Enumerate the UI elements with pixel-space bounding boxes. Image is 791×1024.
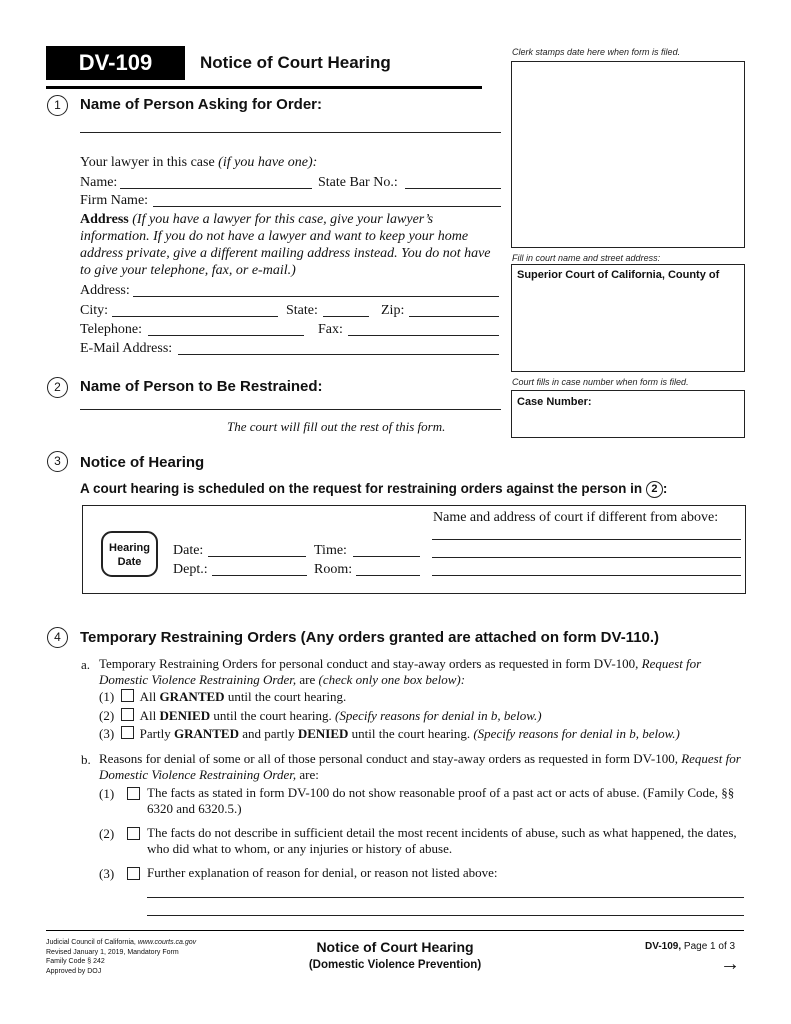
court-address-line-3[interactable] [432,575,741,576]
city-label: City: [80,303,109,318]
address-instructions-text: (If you have a lawyer for this case, give your lawyer’s information. If you do not have a lawyer and want to keep your home address private, give a different mailing address instead. You do not have to give your telephone, fax, or e-mail.) [80,212,491,278]
item-a1-bold: GRANTED [159,689,225,704]
item-a-text-italic: Request for Domestic Violence Restraining Order, [99,656,702,687]
hearing-badge-line1: Hearing [109,542,150,554]
header-rule [46,86,482,89]
zip-label: Zip: [381,303,405,318]
hearing-dept-label: Dept.: [173,562,208,577]
item-a2-pre: All [139,708,160,723]
state-bar-label: State Bar No.: [318,175,398,190]
item-b1-text: The facts as stated in form DV-100 do not show reasonable proof of a past act or acts of abuse. (Family Code, §§ 6320 and 6320.5.) [147,785,735,816]
court-address-label: Name and address of court if different from above: [433,510,719,525]
firm-name-field[interactable] [153,206,501,207]
firm-name-label: Firm Name: [80,193,149,208]
footer-credits [46,938,196,976]
item-a3-post: until the court hearing. [348,726,474,741]
lawyer-intro [80,154,317,171]
item-a2 [99,708,542,724]
item-b-text-italic: Request for Domestic Violence Restraining Order, [99,751,741,782]
hearing-badge-line2: Date [117,556,142,568]
section-1-number: 1 [47,95,68,116]
court-name-label: Superior Court of California, County of [517,269,720,281]
item-b3-num: (3) [99,866,115,881]
subtitle-colon: : [662,481,668,496]
address-instructions [80,211,504,279]
section-4-title: Temporary Restraining Orders (Any orders granted are attached on form DV-110.) [80,629,660,646]
hearing-dept-field[interactable] [212,575,307,576]
court-name-box[interactable] [511,264,745,372]
item-a1-pre: All [139,689,160,704]
court-name-note: Fill in court name and street address: [512,253,661,263]
section-2-title: Name of Person to Be Restrained: [80,378,323,395]
address-label: Address: [80,283,130,298]
hearing-date-field[interactable] [208,556,306,557]
footer-rule [46,930,744,931]
court-address-line-1[interactable] [432,539,741,540]
item-b3-checkbox[interactable] [127,867,140,880]
item-a3-checkbox[interactable] [121,726,134,739]
hearing-time-field[interactable] [353,556,420,557]
state-field[interactable] [323,316,369,317]
footer-page: Page 1 of 3 [681,941,736,952]
court-fill-note: The court will fill out the rest of this form. [227,419,446,434]
footer-page-ref [645,941,735,952]
item-a3-mid: and partly [239,726,298,741]
address-bold-label: Address [80,212,129,227]
item-b2-text: The facts do not describe in sufficient detail the most recent incidents of abuse, such as what happened, the dates, who did what to whom, or any injuries or history of abuse. [147,825,737,856]
item-b-text-pre: Reasons for denial of some or all of those personal conduct and stay-away orders as requested in form DV-100, [99,751,682,766]
hearing-room-field[interactable] [356,575,420,576]
zip-field[interactable] [409,316,499,317]
restrained-name-field[interactable] [80,409,501,410]
fax-label: Fax: [318,322,343,337]
section-4-number: 4 [47,627,68,648]
email-label: E-Mail Address: [80,341,173,356]
city-field[interactable] [112,316,278,317]
lawyer-name-label: Name: [80,175,118,190]
subtitle-ref-circle: 2 [646,481,663,498]
clerk-stamp-box [511,61,745,248]
next-page-arrow-icon[interactable]: → [720,953,740,975]
item-a-text-italic2: (check only one box below): [318,672,466,687]
item-a2-bold: DENIED [159,708,211,723]
item-a-letter: a. [81,657,91,672]
section-3-number: 3 [47,451,68,472]
lawyer-intro-italic: (if you have one): [218,155,318,170]
form-title: Notice of Court Hearing [200,53,391,72]
item-a3 [99,726,680,742]
hearing-date-badge [101,531,158,577]
denial-explanation-line-1[interactable] [147,897,744,898]
footer-revised: Revised January 1, 2019, Mandatory Form [46,948,179,956]
footer-subtitle: (Domestic Violence Prevention) [308,959,482,971]
footer-council-url: www.courts.ca.gov [137,939,197,946]
address-field[interactable] [133,296,499,297]
section-1-title: Name of Person Asking for Order: [80,96,322,113]
court-address-line-2[interactable] [432,557,741,558]
item-a2-checkbox[interactable] [121,708,134,721]
item-a2-italic: (Specify reasons for denial in b, below.) [335,708,542,723]
item-b3-text: Further explanation of reason for denial, or reason not listed above: [147,865,498,880]
email-field[interactable] [178,354,499,355]
section-3-subtitle [80,481,667,498]
item-b1-checkbox[interactable] [127,787,140,800]
subtitle-text: A court hearing is scheduled on the request for restraining orders against the person in [80,481,643,496]
footer-form-ref: DV-109, [645,941,682,952]
item-b-text-post: are: [296,767,319,782]
item-a2-num: (2) [99,708,115,723]
section-2-number: 2 [47,377,68,398]
footer-title: Notice of Court Hearing [316,939,474,955]
state-bar-field[interactable] [405,188,501,189]
footer-council [46,938,196,948]
lawyer-name-field[interactable] [120,188,312,189]
item-b1-num: (1) [99,786,115,801]
fax-field[interactable] [348,335,499,336]
hearing-date-label: Date: [173,543,204,558]
hearing-room-label: Room: [314,562,353,577]
item-a3-bold2: DENIED [297,726,349,741]
hearing-time-label: Time: [314,543,347,558]
item-b-letter: b. [81,752,91,767]
item-a1 [99,689,346,705]
item-a3-italic: (Specify reasons for denial in b, below.) [473,726,680,741]
item-a1-num: (1) [99,689,115,704]
item-b2-num: (2) [99,826,115,841]
section-3-title: Notice of Hearing [80,454,205,471]
item-b-text [99,751,745,783]
footer-approved: Approved by DOJ [46,967,102,975]
item-a-text-mid: are [296,672,319,687]
requester-name-field[interactable] [80,132,501,133]
case-number-box[interactable] [511,390,745,438]
denial-explanation-line-2[interactable] [147,915,744,916]
lawyer-intro-text: Your lawyer in this case [80,155,219,170]
item-a-text [99,656,745,688]
item-a1-post: until the court hearing. [224,689,347,704]
item-a-text-pre: Temporary Restraining Orders for personal conduct and stay-away orders as requested in form DV-100, [99,656,642,671]
item-a1-checkbox[interactable] [121,689,134,702]
item-a3-bold1: GRANTED [173,726,239,741]
clerk-stamp-note: Clerk stamps date here when form is filed. [512,47,681,57]
case-number-label: Case Number: [517,396,592,408]
item-a3-pre: Partly [139,726,174,741]
footer-council-text: Judicial Council of California, [46,939,138,946]
footer-family-code: Family Code § 242 [46,958,105,965]
telephone-label: Telephone: [80,322,142,337]
item-b2-checkbox[interactable] [127,827,140,840]
telephone-field[interactable] [148,335,304,336]
item-a3-num: (3) [99,726,115,741]
case-number-note: Court fills in case number when form is filed. [512,377,689,387]
item-a2-post: until the court hearing. [210,708,336,723]
state-label: State: [286,303,318,318]
form-number-badge: DV-109 [46,46,185,80]
